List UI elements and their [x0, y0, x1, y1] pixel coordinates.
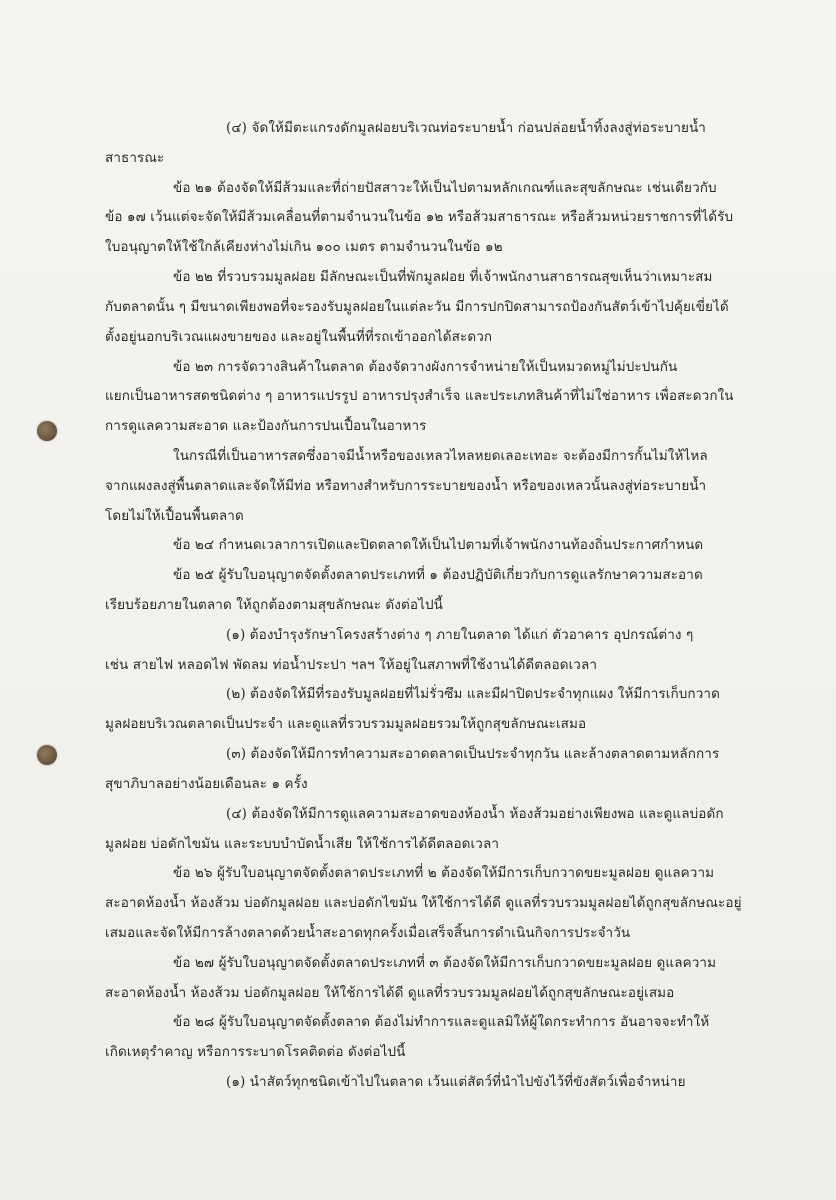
text-line: ข้อ ๒๗ ผู้รับใบอนุญาตจัดตั้งตลาดประเภทที่ ๓ ต้องจัดให้มีการเก็บกวาดขยะมูลฝอย ดูแลความ: [173, 955, 717, 971]
text-line: ข้อ ๒๖ ผู้รับใบอนุญาตจัดตั้งตลาดประเภทที่ ๒ ต้องจัดให้มีการเก็บกวาดขยะมูลฝอย ดูแลความ: [173, 865, 715, 881]
text-line: มูลฝอยบริเวณตลาดเป็นประจำ และดูแลที่รวบรวมมูลฝอยรวมให้ถูกสุขลักษณะเสมอ: [105, 716, 587, 732]
text-line: (๓) ต้องจัดให้มีการทำความสะอาดตลาดเป็นประจำทุกวัน และล้างตลาดตามหลักการ: [226, 746, 720, 762]
text-line: ในกรณีที่เป็นอาหารสดซึ่งอาจมีน้ำหรือของเหลวไหลหยดเลอะเทอะ จะต้องมีการกั้นไม่ให้ไหล: [173, 448, 708, 464]
text-line: (๔) จัดให้มีตะแกรงดักมูลฝอยบริเวณท่อระบายน้ำ ก่อนปล่อยน้ำทิ้งลงสู่ท่อระบายน้ำ: [226, 120, 706, 136]
text-line: ใบอนุญาตให้ใช้ใกล้เคียงห่างไม่เกิน ๑๐๐ เมตร ตามจำนวนในข้อ ๑๒: [105, 239, 503, 255]
text-line: (๔) ต้องจัดให้มีการดูแลความสะอาดของห้องน้ำ ห้องส้วมอย่างเพียงพอ และดูแลบ่อดัก: [226, 806, 724, 822]
text-line: (๑) ต้องบำรุงรักษาโครงสร้างต่าง ๆ ภายในตลาด ได้แก่ ตัวอาคาร อุปกรณ์ต่าง ๆ: [226, 627, 694, 643]
text-line: ข้อ ๒๕ ผู้รับใบอนุญาตจัดตั้งตลาดประเภทที่ ๑ ต้องปฏิบัติเกี่ยวกับการดูแลรักษาความสะอาด: [173, 567, 703, 583]
text-line: กับตลาดนั้น ๆ มีขนาดเพียงพอที่จะรองรับมูลฝอยในแต่ละวัน มีการปกปิดสามารถป้องกันสัตว์เข้าไปคุ้ยเขี่ยได้: [105, 299, 729, 315]
text-line: (๑) นำสัตว์ทุกชนิดเข้าไปในตลาด เว้นแต่สัตว์ที่นำไปขังไว้ที่ขังสัตว์เพื่อจำหน่าย: [226, 1074, 686, 1090]
text-line: เช่น สายไฟ หลอดไฟ พัดลม ท่อน้ำประปา ฯลฯ ให้อยู่ในสภาพที่ใช้งานได้ดีตลอดเวลา: [105, 657, 598, 673]
text-line: เกิดเหตุรำคาญ หรือการระบาดโรคติดต่อ ดังต่อไปนี้: [105, 1044, 406, 1060]
text-line: จากแผงลงสู่พื้นตลาดและจัดให้มีท่อ หรือทางสำหรับการระบายของน้ำ หรือของเหลวนั้นลงสู่ท่อระบายน้ำ: [105, 478, 707, 494]
text-line: ตั้งอยู่นอกบริเวณแผงขายของ และอยู่ในพื้นที่ที่รถเข้าออกได้สะดวก: [105, 329, 493, 345]
text-line: โดยไม่ให้เปื้อนพื้นตลาด: [105, 508, 244, 524]
text-line: สุขาภิบาลอย่างน้อยเดือนละ ๑ ครั้ง: [105, 776, 308, 792]
text-line: สาธารณะ: [105, 150, 165, 166]
text-line: เสมอและจัดให้มีการล้างตลาดด้วยน้ำสะอาดทุกครั้งเมื่อเสร็จสิ้นการดำเนินกิจการประจำวัน: [105, 925, 631, 941]
text-line: ข้อ ๒๔ กำหนดเวลาการเปิดและปิดตลาดให้เป็นไปตามที่เจ้าพนักงานท้องถิ่นประกาศกำหนด: [173, 537, 704, 553]
text-line: (๒) ต้องจัดให้มีที่รองรับมูลฝอยที่ไม่รั่วซึม และมีฝาปิดประจำทุกแผง ให้มีการเก็บกวาด: [226, 686, 720, 702]
text-line: แยกเป็นอาหารสดชนิดต่าง ๆ อาหารแปรรูป อาหารปรุงสำเร็จ และประเภทสินค้าที่ไม่ใช่อาหาร เพื่อสะดวกใน: [105, 388, 734, 404]
text-line: ข้อ ๒๑ ต้องจัดให้มีส้วมและที่ถ่ายปัสสาวะให้เป็นไปตามหลักเกณฑ์และสุขลักษณะ เช่นเดียวกับ: [173, 180, 717, 196]
text-line: เรียบร้อยภายในตลาด ให้ถูกต้องตามสุขลักษณะ ดังต่อไปนี้: [105, 597, 443, 613]
text-line: สะอาดห้องน้ำ ห้องส้วม บ่อดักมูลฝอย ให้ใช้การได้ดี ดูแลที่รวบรวมมูลฝอยได้ถูกสุขลักษณะอยู่เสมอ: [105, 985, 675, 1001]
text-line: มูลฝอย บ่อดักไขมัน และระบบบำบัดน้ำเสีย ให้ใช้การได้ดีตลอดเวลา: [105, 836, 499, 852]
text-line: การดูแลความสะอาด และป้องกันการปนเปื้อนในอาหาร: [105, 418, 427, 434]
text-line: ข้อ ๒๘ ผู้รับใบอนุญาตจัดตั้งตลาด ต้องไม่ทำการและดูแลมิให้ผู้ใดกระทำการ อันอาจจะทำให้: [173, 1014, 710, 1030]
text-line: ข้อ ๑๗ เว้นแต่จะจัดให้มีส้วมเคลื่อนที่ตามจำนวนในข้อ ๑๒ หรือส้วมสาธารณะ หรือส้วมหน่วยราชการที่ได้รับ: [105, 209, 734, 225]
text-line: สะอาดห้องน้ำ ห้องส้วม บ่อดักมูลฝอย และบ่อดักไขมัน ให้ใช้การได้ดี ดูแลที่รวบรวมมูลฝอยได้ถูกสุขลักษณะอยู่: [105, 895, 742, 911]
text-line: ข้อ ๒๓ การจัดวางสินค้าในตลาด ต้องจัดวางผังการจำหน่ายให้เป็นหมวดหมู่ไม่ปะปนกัน: [173, 359, 678, 375]
text-line: ข้อ ๒๒ ที่รวบรวมมูลฝอย มีลักษณะเป็นที่พักมูลฝอย ที่เจ้าพนักงานสาธารณสุขเห็นว่าเหมาะสม: [173, 269, 713, 285]
